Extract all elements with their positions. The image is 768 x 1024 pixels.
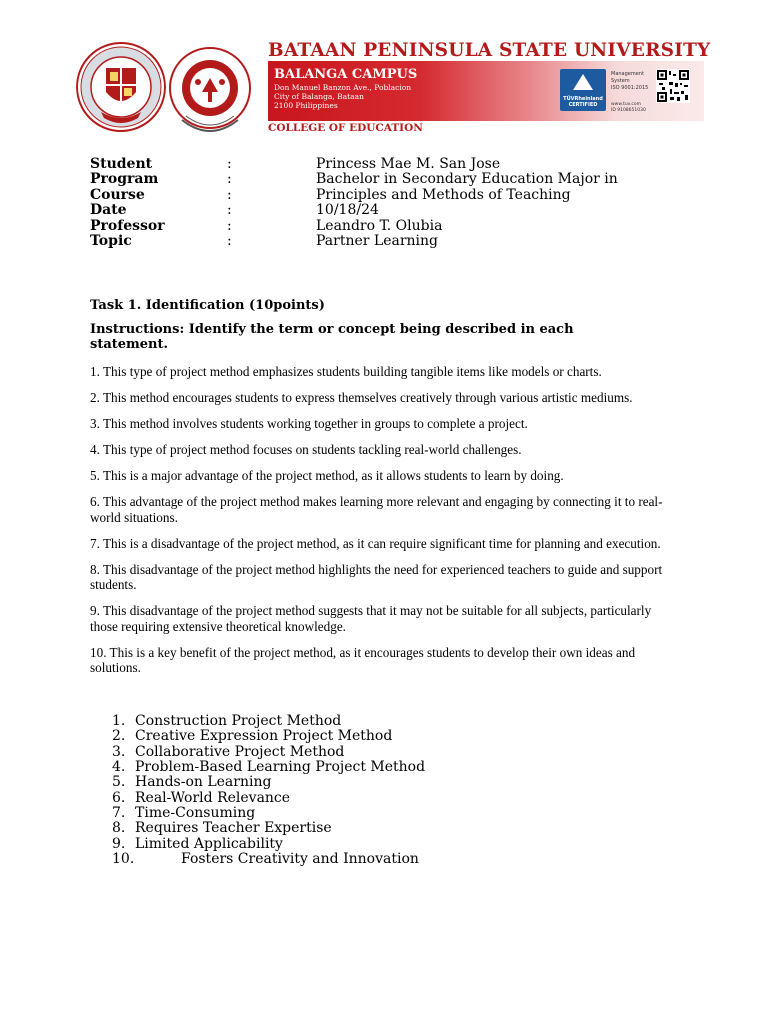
question-item: 2. This method encourages students to express themselves creatively through various artistic mediums. [90, 390, 633, 406]
tuv-badge-label: TÜVRheinland CERTIFIED [563, 96, 603, 108]
question-item: 7. This is a disadvantage of the project method, as it can require significant time for planning and execution. [90, 535, 661, 551]
info-colon: : [227, 171, 232, 188]
question-item: 9. This disadvantage of the project method suggests that it may not be suitable for all subjects, particularly those requiring extensive theoretical knowledge. [90, 603, 652, 634]
info-row-date [90, 203, 690, 218]
answer-item [112, 791, 672, 806]
answer-item [112, 837, 672, 852]
info-label: Topic [90, 232, 132, 249]
answer-text: Limited Applicability [135, 835, 283, 852]
info-colon: : [227, 156, 232, 172]
question-item: 10. This is a key benefit of the project method, as it encourages students to develop their own ideas and solutions. [90, 644, 636, 676]
answer-list [112, 714, 672, 867]
info-row-student [90, 157, 690, 172]
answer-number: 4. [112, 759, 126, 776]
tuv-logo-icon [573, 74, 593, 90]
info-label: Student [90, 156, 153, 172]
answer-number: 9. [112, 835, 126, 852]
info-row-program [90, 172, 690, 187]
info-colon: : [227, 232, 232, 249]
info-value: Bachelor in Secondary Education Major in [316, 171, 618, 188]
answer-item [112, 729, 672, 744]
answer-number: 3. [112, 743, 126, 760]
info-row-professor [90, 219, 690, 234]
task-instructions: Instructions: Identify the term or concept being described in each statement. [90, 322, 574, 352]
college-name: COLLEGE OF EDUCATION [268, 122, 423, 134]
university-name: BATAAN PENINSULA STATE UNIVERSITY [268, 40, 711, 61]
cert-caption [611, 102, 646, 114]
info-label: Course [90, 186, 145, 203]
info-row-topic [90, 234, 690, 249]
answer-text: Creative Expression Project Method [135, 728, 393, 745]
question-list [90, 364, 690, 686]
info-value: 10/18/24 [316, 202, 379, 219]
answer-number: 1. [112, 713, 126, 729]
info-colon: : [227, 217, 232, 234]
address-line: Don Manuel Banzon Ave., Poblacion [274, 83, 412, 92]
answer-text: Fosters Creativity and Innovation [181, 851, 419, 868]
info-label: Date [90, 202, 127, 219]
question-item: 3. This method involves students working together in groups to complete a project. [90, 416, 528, 432]
answer-text: Hands-on Learning [135, 774, 272, 791]
cert-line: System [611, 78, 630, 84]
answer-item [112, 852, 672, 867]
answer-number: 8. [112, 820, 126, 837]
answer-item [112, 821, 672, 836]
college-seal-icon [168, 42, 252, 140]
answer-number: 10. [112, 851, 135, 868]
info-value: Leandro T. Olubia [316, 217, 443, 234]
answer-item [112, 760, 672, 775]
answer-text: Real-World Relevance [135, 789, 291, 806]
answer-text: Requires Teacher Expertise [135, 820, 332, 837]
campus-name: BALANGA CAMPUS [274, 67, 418, 82]
info-label: Professor [90, 217, 165, 234]
cert-caption-line: ID 9108651030 [611, 108, 646, 113]
letterhead [0, 0, 768, 140]
answer-text: Time-Consuming [135, 805, 256, 822]
answer-text: Problem-Based Learning Project Method [135, 759, 426, 776]
info-value: Partner Learning [316, 232, 438, 249]
answer-number: 7. [112, 805, 126, 822]
info-row-course [90, 188, 690, 203]
question-item: 6. This advantage of the project method makes learning more relevant and engaging by connecting it to real-world situations. [90, 494, 663, 525]
address-line: City of Balanga, Bataan [274, 92, 364, 101]
tuv-certification-badge [560, 69, 606, 111]
info-colon: : [227, 202, 232, 219]
student-info [90, 157, 690, 249]
answer-number: 5. [112, 774, 126, 791]
address-line: 2100 Philippines [274, 101, 338, 110]
answer-item [112, 714, 672, 729]
answer-item [112, 775, 672, 790]
cert-line: Management [611, 71, 644, 77]
info-label: Program [90, 171, 159, 188]
question-item: 4. This type of project method focuses on students tackling real-world challenges. [90, 442, 522, 458]
answer-text: Construction Project Method [135, 713, 342, 729]
answer-text: Collaborative Project Method [135, 743, 345, 760]
answer-number: 6. [112, 789, 126, 806]
qr-code-icon [656, 69, 690, 103]
question-item: 8. This disadvantage of the project method highlights the need for experienced teachers to guide and support students. [90, 561, 663, 593]
campus-banner [268, 61, 704, 121]
info-colon: : [227, 186, 232, 203]
answer-number: 2. [112, 728, 126, 745]
info-value: Principles and Methods of Teaching [316, 186, 571, 203]
cert-line: ISO 9001:2015 [611, 85, 649, 91]
answer-item [112, 806, 672, 821]
iso-certification-text [611, 71, 651, 92]
info-value: Princess Mae M. San Jose [316, 156, 501, 172]
university-seal-icon [76, 40, 166, 134]
question-item: 5. This is a major advantage of the project method, as it allows students to learn by doing. [90, 468, 564, 484]
task-title: Task 1. Identification (10points) [90, 298, 325, 313]
question-item: 1. This type of project method emphasizes students building tangible items like models or charts. [90, 364, 602, 379]
cert-caption-line: www.tuv.com [611, 102, 642, 107]
answer-item [112, 745, 672, 760]
